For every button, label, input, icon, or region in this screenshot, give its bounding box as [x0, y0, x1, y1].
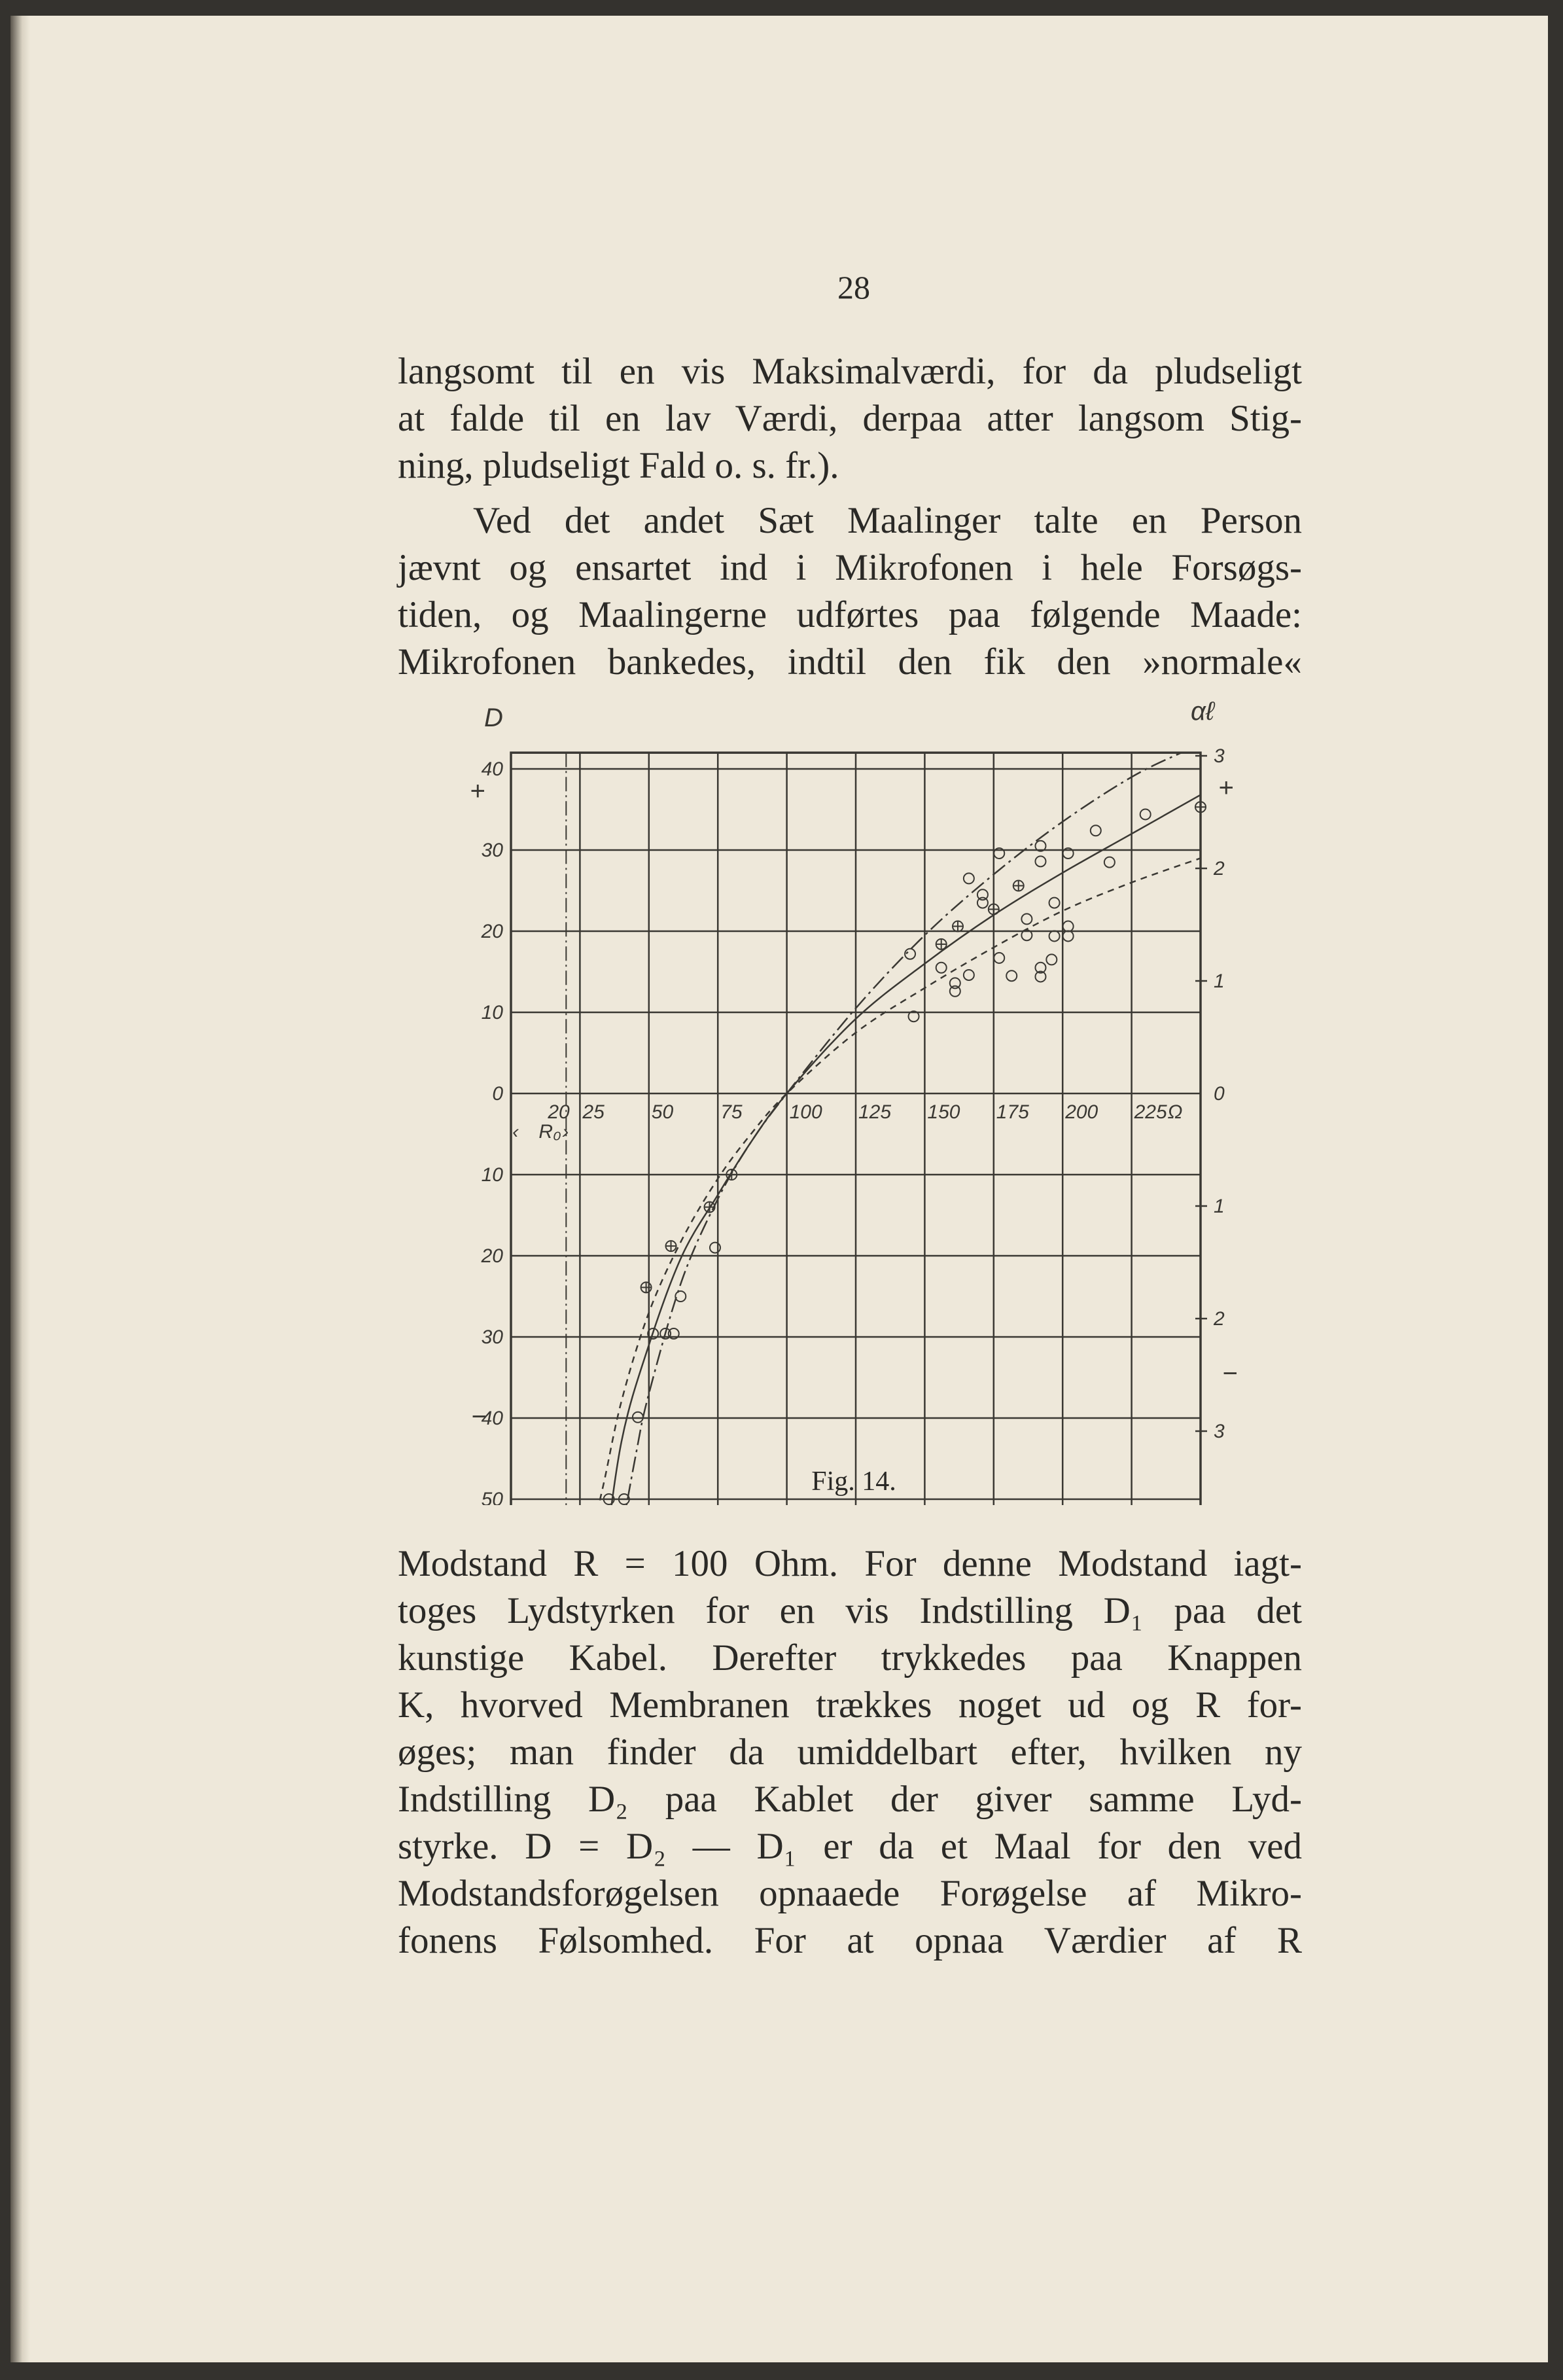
y-tick-label: 10: [481, 1002, 503, 1023]
data-point-circle: [1063, 921, 1074, 932]
data-point-circle: [977, 898, 988, 908]
data-point-circle: [1063, 931, 1074, 941]
data-point-circle: [1046, 954, 1057, 965]
data-point-circle: [1006, 970, 1017, 981]
text-line: Mikrofonen bankedes, indtil den fik den »normale«: [398, 641, 1302, 683]
y-tick-label: 10: [481, 1164, 503, 1186]
data-point-circle: [1140, 809, 1151, 819]
text-line: jævnt og ensartet ind i Mikrofonen i hele Forsøgs-: [398, 547, 1302, 588]
data-point-circle: [964, 970, 974, 980]
x-tick-label: 225: [1134, 1101, 1167, 1123]
data-point-circle: [710, 1243, 720, 1253]
text-line: Modstand R = 100 Ohm. For denne Modstand iagt-: [398, 1543, 1302, 1584]
y-minus-sign: −: [471, 1402, 487, 1431]
text-line: kunstige Kabel. Derefter trykkedes paa Knappen: [398, 1637, 1302, 1678]
y-tick-label: 20: [481, 1245, 503, 1267]
y2-tick-label: 2: [1214, 1307, 1225, 1330]
x-tick-label: 25: [582, 1101, 605, 1123]
data-point-circle: [994, 953, 1004, 963]
text-line: styrke. D = D₂ — D₁ er da et Maal for den ved: [398, 1826, 1302, 1867]
text-line: Modstandsforøgelsen opnaaede Forøgelse af Mikro-: [398, 1873, 1302, 1914]
text-line: fonens Følsomhed. For at opnaa Værdier af R: [398, 1920, 1302, 1961]
text-line: toges Lydstyrken for en vis Indstilling D₁ paa det: [398, 1590, 1302, 1631]
data-point-circle: [675, 1291, 686, 1302]
y-axis-title: D: [484, 703, 503, 732]
y-tick-label: 20: [481, 921, 503, 942]
data-point-circle: [1091, 825, 1101, 836]
text-line: Indstilling D₂ paa Kablet der giver samme Lyd-: [398, 1779, 1302, 1820]
text-line: Ved det andet Sæt Maalinger talte en Person: [473, 500, 1302, 541]
y-tick-label: 0: [492, 1083, 503, 1105]
text-line: at falde til en lav Værdi, derpaa atter langsom Stig-: [398, 398, 1302, 439]
y2-tick-label: 3: [1214, 1420, 1225, 1442]
y2-tick-label: 3: [1214, 745, 1225, 768]
y-tick-label: 50: [481, 1489, 503, 1505]
data-point-circle: [1021, 914, 1032, 924]
x-tick-label: 20: [548, 1101, 570, 1123]
text-line: K, hvorved Membranen trækkes noget ud og R for-: [398, 1684, 1302, 1726]
data-point-circle: [964, 873, 974, 883]
y-tick-label: 30: [481, 1326, 503, 1348]
data-point-circle: [1035, 856, 1045, 866]
y-tick-label: 40: [481, 758, 503, 780]
y-tick-label: 30: [481, 840, 503, 861]
x-tick-label: 50: [651, 1101, 674, 1123]
y2-tick-label: 0: [1214, 1083, 1225, 1105]
x-tick-label: 75: [720, 1101, 743, 1123]
y2-axis-title: αℓ: [1191, 697, 1214, 726]
text-line: øges; man finder da umiddelbart efter, hvilken ny: [398, 1732, 1302, 1773]
data-point-circle: [936, 963, 947, 973]
curve-solid: [602, 795, 1201, 1505]
x-tick-label: 175: [996, 1101, 1029, 1123]
data-point-circle: [1104, 857, 1115, 868]
x-tick-label: 150: [927, 1101, 960, 1123]
data-point-circle: [950, 986, 960, 997]
paragraph-method: [398, 1540, 1302, 1964]
y2-tick-label: 1: [1214, 1195, 1225, 1217]
text-line: tiden, og Maalingerne udførtes paa følgende Maade:: [398, 594, 1302, 635]
r0-label: R₀: [538, 1121, 561, 1143]
y2-tick-label: 2: [1214, 858, 1225, 880]
x-tick-label: 125: [858, 1101, 892, 1123]
curve-dashed: [580, 858, 1201, 1505]
r0-arrow-left-icon: ‹: [512, 1121, 519, 1143]
r0-arrow-right-icon: ›: [562, 1121, 569, 1143]
text-line: ning, pludseligt Fald o. s. fr.).: [398, 445, 839, 486]
page-number: 28: [837, 269, 870, 306]
y-tick-label: 40: [481, 1408, 503, 1429]
x-tick-label: 100: [789, 1101, 822, 1123]
figure-caption: Fig. 14.: [811, 1466, 896, 1497]
data-point-circle: [1049, 898, 1060, 908]
y2-plus-sign: +: [1218, 773, 1234, 802]
x-tick-label: 200: [1065, 1101, 1098, 1123]
y2-minus-sign: −: [1222, 1359, 1238, 1388]
data-point-circle: [1049, 931, 1060, 941]
y-plus-sign: +: [470, 777, 485, 806]
curve-dash-dot: [613, 753, 1181, 1505]
text-line: langsomt til en vis Maksimalværdi, for da pludseligt: [398, 351, 1302, 392]
y2-tick-label: 1: [1214, 970, 1225, 993]
x-unit-label: Ω: [1167, 1101, 1183, 1123]
